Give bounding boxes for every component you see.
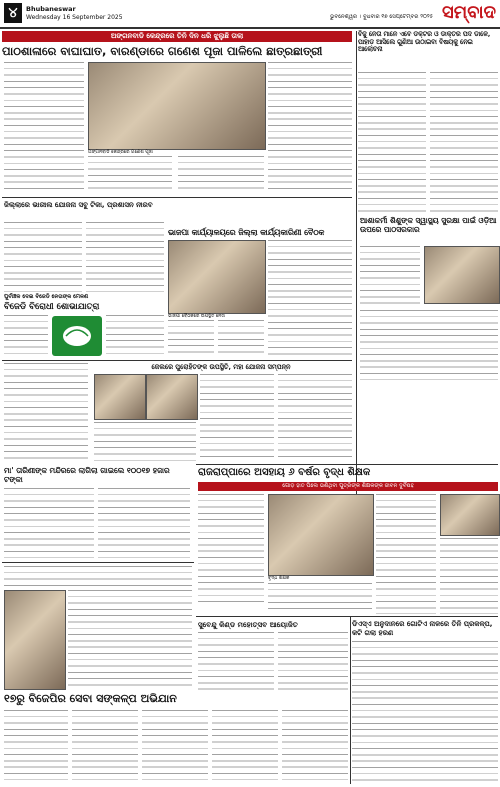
top-banner: [2, 31, 352, 42]
bottom-col1: [4, 710, 68, 782]
bottom-col2: [72, 710, 138, 782]
bjp-meeting-col2: [168, 320, 214, 358]
band-story-col1: [200, 374, 274, 462]
page-number: ୪: [4, 3, 22, 23]
band-story-col2: [278, 374, 352, 462]
bjp-meeting-col3: [218, 320, 264, 358]
rajasthan-photo-small: [440, 494, 500, 536]
bottom-col3: [142, 710, 208, 782]
photo-caption-3: ବୃଦ୍ଧ ଶିକ୍ଷକ: [268, 576, 290, 581]
main-story-col1: [4, 62, 84, 194]
right-top-headline: ବିଜୁ ନେତା ମାନେ ଏବେ ଡକ୍ଟର ଓ ଡାକ୍ତର ପଦ ଡାଳେ, ପାହାଡ଼ ଆସିଲେ ଗୁଣିଆ ଉଠାଇବା ବିଷୟକୁ ନେଇ ଆଲୋଚନା: [358, 31, 491, 54]
conch-icon: [52, 316, 102, 356]
band-photo-1: [94, 374, 146, 420]
rajasthan-col2: [268, 583, 372, 613]
masthead: [0, 0, 500, 28]
masthead-date: Wednesday 16 September 2025: [26, 14, 123, 21]
divider-right-2: [350, 616, 351, 784]
right-mid-headline: ଆଶାକର୍ମୀ ଶିଶୁଙ୍କ ସ୍ୱାସ୍ଥ୍ୟ ସୁରକ୍ଷା ପାଇଁ ଓଡ଼ିଆ ଉପରେ ପାଠସରକାର: [360, 216, 497, 234]
rajasthan-photo: [268, 494, 374, 576]
band-photo-2: [146, 374, 198, 420]
main-story-col3: [178, 156, 264, 194]
rajasthan-col1: [198, 494, 264, 604]
mid-left-col2: [86, 222, 164, 292]
bjd-headline: ବିଜେଡି ବିରୋଧୀ ଶୋଭାଯାତ୍ରା: [4, 302, 100, 312]
bottom-headline: ୧୭ରୁ ବିଜେପିର ସେବା ସଙ୍କଳ୍ପ ଅଭିଯାନ: [4, 692, 177, 705]
bottom-left-col: [68, 590, 192, 688]
bjd-subheadline: ପୁର୍ବାଞ୍ଚଳ ଦେଇ ବିଜେଡି ନେତାଙ୍କ ମେଳଣ: [4, 294, 89, 300]
bottom-photo: [4, 590, 66, 690]
right-top-col1: [358, 72, 426, 212]
bjd-story-col2: [106, 315, 164, 357]
main-headline: ପାଠଶାଳାରେ ବାଘାଘାତ, ବାରଣ୍ଡାରେ ଗଣେଶ ପୂଜା ପାଳିଲେ ଛାତ୍ରଛାତ୍ରୀ: [2, 44, 323, 58]
bjp-meeting-col1: [268, 240, 352, 358]
main-story-col2: [88, 156, 172, 194]
main-story-col4: [268, 62, 352, 194]
bjp-meeting-photo: [168, 240, 266, 314]
divider-suvendu: [196, 616, 498, 617]
bjd-story-col1: [4, 315, 48, 357]
masthead-date-odia: ଭୁବନେଶ୍ୱର । ବୁଧବାର ୧୭ ସେପ୍ଟେମ୍ବର ୨୦୨୫: [330, 14, 434, 20]
mid-left-col1: [4, 222, 82, 292]
edition-label: Bhubaneswar: [26, 5, 76, 13]
top-banner-text: ଅଙ୍ଗନବାଡି କେନ୍ଦ୍ରରେ ତିନି ଦିନ ଧରି ଝୁଲୁଛି ତାଲା: [110, 32, 244, 40]
left-lower-col3: [98, 488, 190, 558]
right-mid-col1: [360, 246, 420, 306]
rajasthan-col3: [376, 494, 436, 614]
divider-bottom: [2, 562, 194, 563]
left-mini-col: [4, 566, 192, 586]
right-mid-col2: [360, 310, 498, 380]
bottom-col4: [212, 710, 278, 782]
bjd-logo: [52, 316, 102, 356]
suvendu-col1: [198, 632, 274, 690]
brand-logo: ସମ୍ବାଦ: [442, 2, 496, 23]
mid-left-headline: ଜିଲ୍ଲାରେ ଭାରୀଲ ଯୋଜନା ସବୁ ଟିକା, ପ୍ରଶାସନ ନୀରବ: [4, 201, 153, 209]
rajasthan-headline: ରାଜରାପ୍ପାରେ ଅସହାୟ ୬ ବର୍ଷର ବୃଦ୍ଧ ଶିକ୍ଷକ: [198, 467, 371, 478]
left-lower-headline: ମା' ତାରିଣୀଙ୍କ ମନ୍ଦିରରେ ଲାଗିଲା ଗାଇଲେ ୧୦୦୧୭ ହଜାର ଟଙ୍କା: [4, 466, 170, 484]
bjp-meeting-headline: ଭାଜପା କାର୍ଯ୍ୟାଳୟରେ ଜିଲ୍ଲା କାର୍ଯ୍ୟକାରିଣୀ ବୈଠକ: [168, 228, 325, 237]
divider-left-mid: [2, 197, 352, 198]
band-headline: ଜେଲରେ ପୁରୋହିତଙ୍କ ଉପସ୍ଥିତି, ମହା ଯୋଜନା ସମ୍ପନ୍ନ: [151, 363, 291, 371]
left-lower-col2: [4, 488, 94, 558]
photo-caption-2: ଭାଜପା ବୈଠକରେ ଉପସ୍ଥିତ ନେତା: [168, 314, 225, 319]
suvendu-col2: [278, 632, 348, 690]
rajasthan-subheadline: ଗୋଡ଼ ହାତ ପିଲେ ଭଣିଥିବା ପୁତ୍ରିଙ୍କ ଶିକ୍ଷକଙ୍କ ଜୀବନ ଦୁର୍ବିଷହ: [282, 483, 414, 489]
right-top-col2: [430, 72, 498, 212]
bottom-col5: [282, 710, 348, 782]
rajasthan-subbar: [198, 482, 498, 491]
main-story-photo: [88, 62, 266, 150]
divider-rajasthan: [196, 464, 498, 465]
left-lower-col1: [4, 363, 88, 463]
right-mid-photo: [424, 246, 500, 304]
photo-caption-1: ଅଙ୍ଗନବାଡି କେନ୍ଦ୍ରରେ ଗଣେଶ ପୂଜା: [88, 150, 153, 155]
suvendu-headline: ସୁବେନ୍ଦୁ କିଣ୍ଡ ମହୋତ୍ସବ ଆୟୋଜିତ: [198, 620, 298, 629]
masthead-rule: [0, 27, 500, 29]
divider-band-top: [2, 360, 352, 361]
band-story-col0: [94, 422, 196, 462]
right-lower-headline: ଡିଏସ୍‌ଏ ଅନୁଦାନରେ ଗୋଟିଏ ନାଳରେ ତିନି ପ୍ରକଳ୍ପ, କଟି ଗଲା ହରଣ: [352, 620, 493, 637]
right-lower-col1: [352, 641, 498, 781]
